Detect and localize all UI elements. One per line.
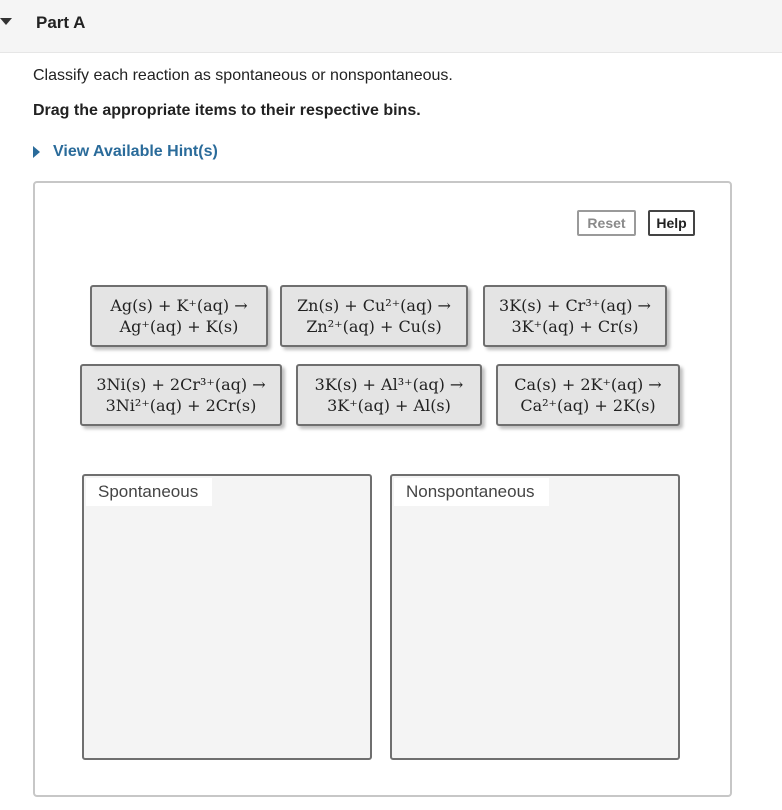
reaction-products: 3K⁺(aq) + Cr(s): [511, 317, 639, 336]
bin-label: Nonspontaneous: [394, 478, 549, 506]
reaction-tile[interactable]: [80, 364, 282, 426]
reaction-products: 3Ni²⁺(aq) + 2Cr(s): [105, 396, 257, 415]
part-title: Part A: [36, 13, 86, 32]
nonspontaneous-bin[interactable]: [390, 474, 680, 760]
view-hints-link[interactable]: [33, 143, 218, 161]
drag-instruction: Drag the appropriate items to their respective bins.: [33, 102, 421, 119]
spontaneous-bin[interactable]: [82, 474, 372, 760]
drag-drop-panel: [33, 181, 732, 797]
reaction-reactants: Ca(s) + 2K⁺(aq) →: [514, 375, 662, 394]
reaction-tile[interactable]: [280, 285, 468, 347]
reaction-reactants: Ag(s) + K⁺(aq) →: [110, 296, 248, 315]
reset-button[interactable]: Reset: [577, 210, 636, 236]
expand-triangle-icon: [33, 146, 40, 158]
reaction-products: Zn²⁺(aq) + Cu(s): [306, 317, 442, 336]
hint-label: View Available Hint(s): [53, 143, 218, 160]
reaction-reactants: 3K(s) + Cr³⁺(aq) →: [499, 296, 651, 315]
help-button[interactable]: Help: [648, 210, 695, 236]
reaction-tile[interactable]: [296, 364, 482, 426]
bin-label: Spontaneous: [86, 478, 212, 506]
reaction-products: 3K⁺(aq) + Al(s): [327, 396, 451, 415]
instruction-text: Classify each reaction as spontaneous or nonspontaneous.: [33, 67, 453, 84]
reaction-tile[interactable]: [90, 285, 268, 347]
reaction-products: Ag⁺(aq) + K(s): [119, 317, 239, 336]
collapse-caret-icon[interactable]: [0, 18, 12, 25]
reaction-tile[interactable]: [496, 364, 680, 426]
reaction-tile[interactable]: [483, 285, 667, 347]
reaction-reactants: 3Ni(s) + 2Cr³⁺(aq) →: [96, 375, 266, 394]
reaction-reactants: 3K(s) + Al³⁺(aq) →: [314, 375, 464, 394]
reaction-reactants: Zn(s) + Cu²⁺(aq) →: [297, 296, 451, 315]
part-header[interactable]: [0, 0, 782, 53]
reaction-products: Ca²⁺(aq) + 2K(s): [520, 396, 656, 415]
